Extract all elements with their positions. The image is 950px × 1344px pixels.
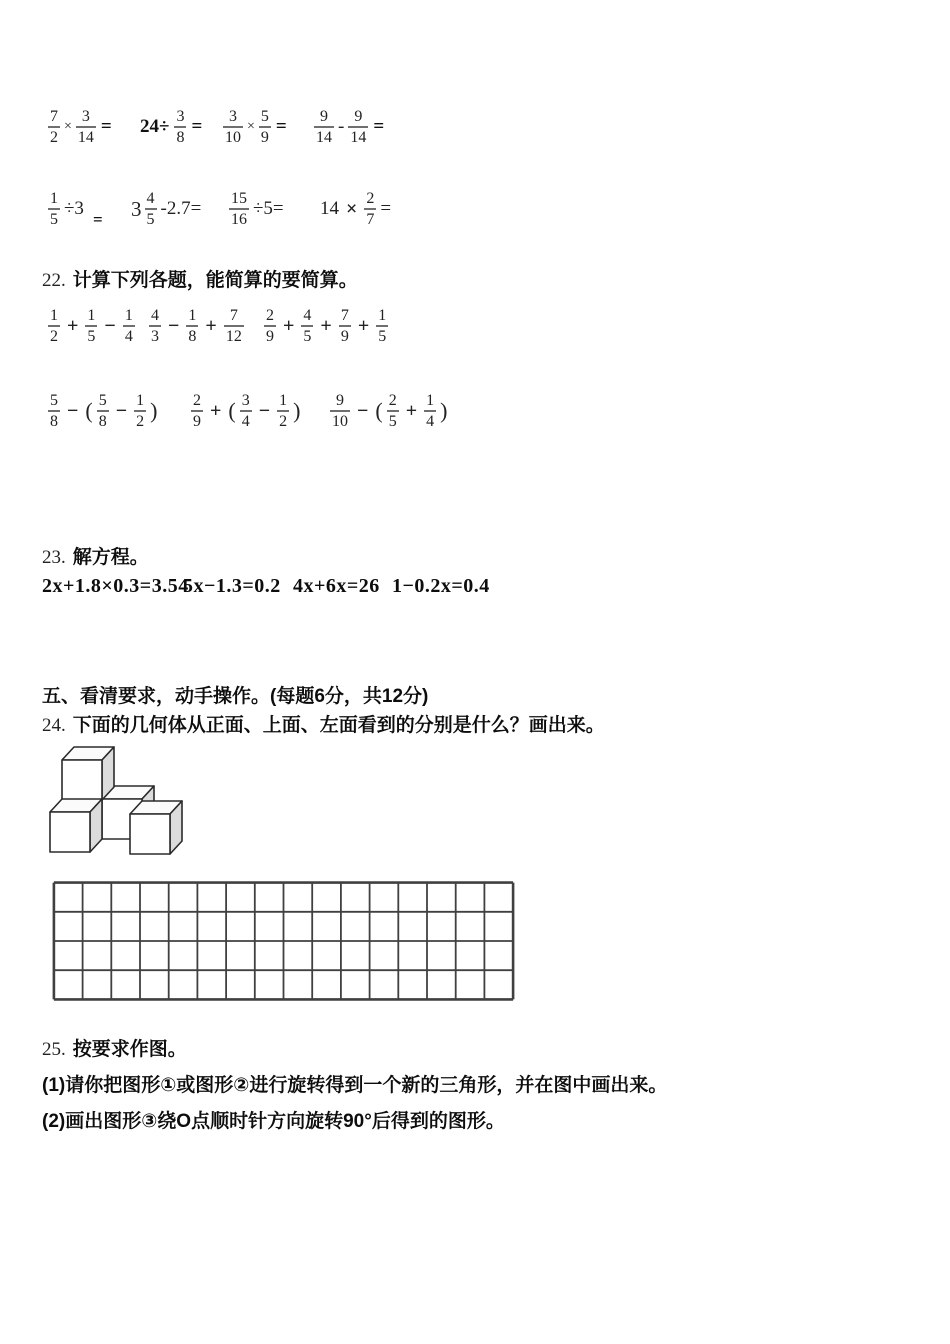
denominator: 9 (260, 128, 269, 146)
q23-title: 解方程。 (72, 547, 149, 568)
q24-number: 24. (42, 715, 66, 736)
numerator: 3 (176, 107, 185, 125)
operator: + (205, 314, 217, 337)
denominator: 2 (50, 128, 58, 146)
parenthesis: ( (228, 398, 236, 423)
denominator: 14 (316, 128, 332, 146)
numerator: 1 (124, 306, 133, 324)
numerator: 7 (50, 107, 58, 125)
denominator: 5 (50, 210, 58, 228)
equation: 4x+6x=26 (293, 575, 380, 597)
math-text: 14 (320, 198, 339, 219)
numerator: 1 (378, 306, 387, 324)
denominator: 9 (340, 327, 349, 345)
denominator: 4 (124, 327, 133, 345)
denominator: 9 (266, 327, 274, 345)
denominator: 5 (388, 412, 397, 430)
denominator: 5 (378, 327, 387, 345)
numerator: 3 (229, 107, 237, 125)
operator: × (247, 119, 255, 134)
denominator: 8 (176, 128, 185, 146)
math-text: = (380, 198, 392, 219)
denominator: 2 (136, 412, 145, 430)
denominator: 16 (231, 210, 247, 228)
q24-heading (42, 710, 605, 737)
math-text: -2.7= (160, 198, 202, 219)
denominator: 7 (366, 210, 375, 228)
operator: + (357, 314, 370, 337)
q25-title: 按要求作图。 (72, 1039, 187, 1060)
math-text-bold: = (100, 116, 112, 137)
math-text-bold: = (191, 116, 203, 137)
equation: 2x+1.8×0.3=3.54 (42, 575, 189, 597)
denominator: 3 (151, 327, 159, 345)
operator: + (67, 314, 79, 337)
equals-sign: = (92, 210, 103, 229)
math-text: ÷5= (253, 198, 284, 219)
operator: × (64, 119, 72, 134)
cube-front-face (50, 812, 90, 852)
denominator: 5 (303, 327, 312, 345)
operator: + (405, 399, 418, 422)
denominator: 9 (193, 412, 201, 430)
integer: 3 (131, 196, 142, 221)
math-text: - (338, 116, 345, 137)
denominator: 5 (87, 327, 96, 345)
denominator: 8 (50, 412, 58, 430)
q24-title: 下面的几何体从正面、上面、左面看到的分别是什么？画出来。 (72, 715, 605, 736)
denominator: 10 (332, 412, 348, 430)
numerator: 3 (241, 391, 250, 409)
denominator: 5 (146, 210, 155, 228)
q22-number: 22. (42, 270, 66, 291)
numerator: 1 (426, 391, 435, 409)
numerator: 2 (388, 391, 397, 409)
operator: − (258, 399, 271, 422)
numerator: 1 (87, 306, 96, 324)
equation: 5x−1.3=0.2 (183, 575, 281, 597)
numerator: 4 (146, 189, 155, 207)
q22-title: 计算下列各题，能简算的要简算。 (72, 270, 358, 291)
parenthesis: ) (440, 398, 448, 423)
numerator: 5 (50, 391, 58, 409)
q23-number: 23. (42, 547, 66, 568)
numerator: 2 (266, 306, 274, 324)
cube-front-face (130, 814, 170, 854)
numerator: 1 (279, 391, 288, 409)
math-text: ÷3 (64, 198, 84, 219)
q25-part-2: (2)画出图形③绕O点顺时针方向旋转90°后得到的图形。 (42, 1111, 505, 1132)
section5-heading (42, 681, 428, 708)
numerator: 9 (336, 391, 344, 409)
parenthesis: ( (85, 398, 93, 423)
denominator: 8 (188, 327, 197, 345)
equation: 1−0.2x=0.4 (392, 575, 490, 597)
cube-figure (45, 746, 235, 868)
operator: − (67, 399, 79, 422)
operator: − (168, 314, 180, 337)
numerator: 7 (229, 306, 238, 324)
q25-number: 25. (42, 1039, 66, 1060)
math-text-bold: = (275, 116, 287, 137)
math-text-bold: 24÷ (140, 116, 170, 137)
numerator: 4 (151, 306, 159, 324)
numerator: 15 (231, 189, 247, 207)
numerator: 7 (340, 306, 349, 324)
operator: − (115, 399, 128, 422)
numerator: 1 (50, 306, 58, 324)
denominator: 8 (98, 412, 107, 430)
operator: + (210, 399, 222, 422)
numerator: 4 (303, 306, 312, 324)
numerator: 9 (354, 107, 363, 125)
numerator: 9 (320, 107, 328, 125)
denominator: 4 (241, 412, 250, 430)
denominator: 4 (426, 412, 435, 430)
section5-title: 五、看清要求，动手操作。(每题6分，共12分) (42, 686, 429, 707)
numerator: 1 (188, 306, 197, 324)
parenthesis: ) (293, 398, 301, 423)
numerator: 5 (98, 391, 107, 409)
drawing-grid (52, 881, 515, 1001)
denominator: 10 (225, 128, 241, 146)
numerator: 1 (50, 189, 58, 207)
numerator: 3 (81, 107, 90, 125)
denominator: 14 (77, 128, 94, 146)
q25-heading (42, 1034, 187, 1061)
operator: − (357, 399, 369, 422)
parenthesis: ) (150, 398, 158, 423)
operator: × (346, 197, 358, 220)
numerator: 1 (136, 391, 145, 409)
denominator: 2 (50, 327, 58, 345)
operator: + (283, 314, 295, 337)
denominator: 14 (350, 128, 367, 146)
cube-front-face (62, 760, 102, 800)
denominator: 12 (225, 327, 242, 345)
q25-part-1: (1)请你把图形①或图形②进行旋转得到一个新的三角形，并在图中画出来。 (42, 1075, 668, 1096)
parenthesis: ( (375, 398, 383, 423)
math-text-bold: = (373, 116, 385, 137)
numerator: 5 (260, 107, 269, 125)
operator: − (104, 314, 116, 337)
numerator: 2 (193, 391, 201, 409)
numerator: 2 (366, 189, 375, 207)
denominator: 2 (279, 412, 288, 430)
operator: + (320, 314, 332, 337)
